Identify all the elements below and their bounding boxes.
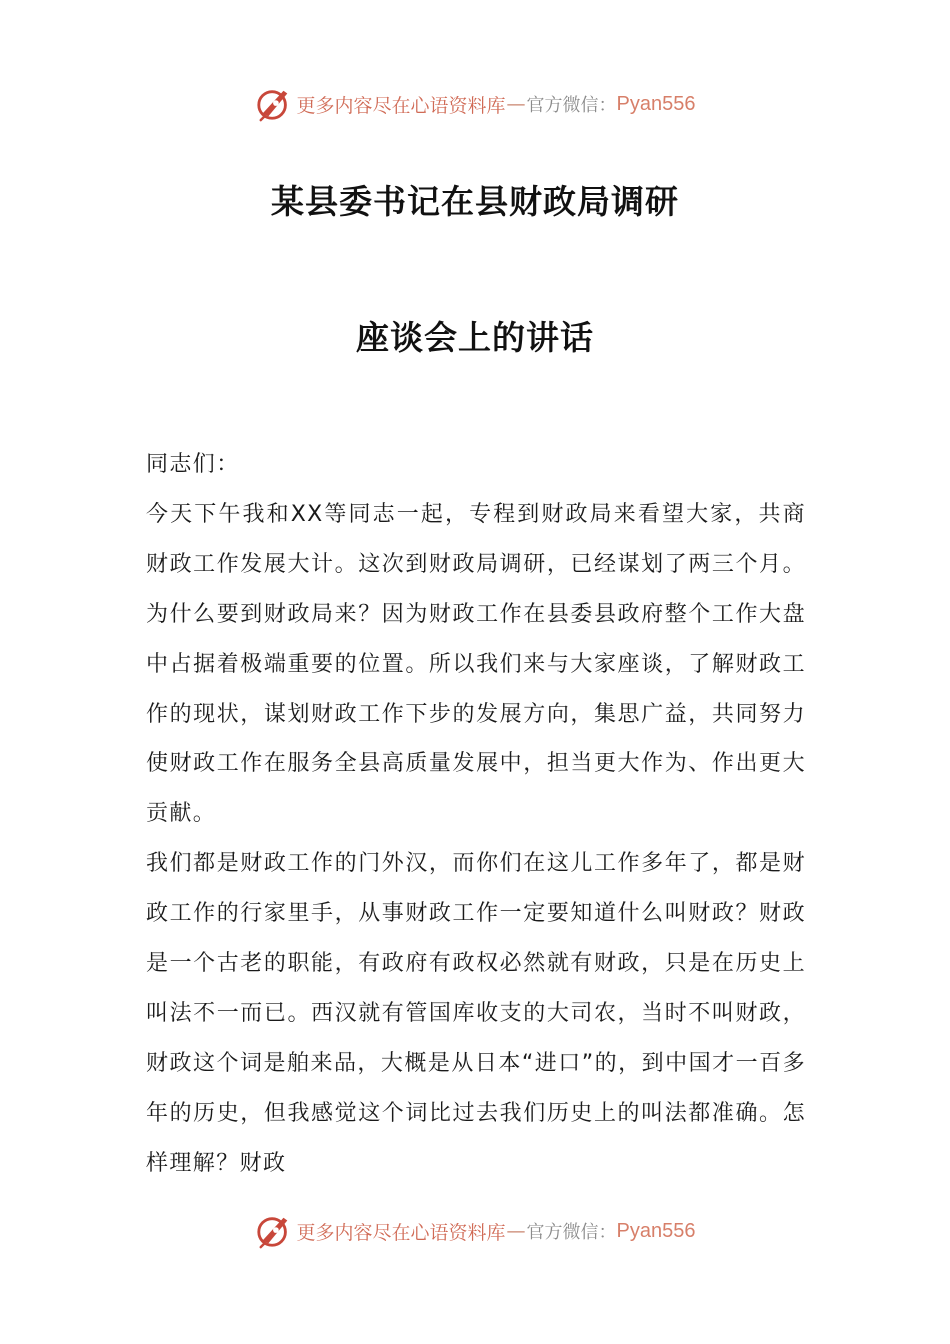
watermark-label: 官方微信：: [526, 1222, 617, 1243]
document-title-line2: 座谈会上的讲话: [356, 318, 594, 357]
salutation: 同志们：: [146, 452, 240, 477]
watermark-main-text: 更多内容尽在心语资料库: [296, 94, 506, 117]
header-watermark: [0, 82, 950, 126]
watermark-main-text: 更多内容尽在心语资料库: [296, 1221, 506, 1244]
paragraph-2: 我们都是财政工作的门外汉，而你们在这儿工作多年了，都是财政工作的行家里手，从事财政工作一定要知道什么叫财政？财政是一个古老的职能，有政府有政权必然就有财政，只是在历史上叫法不一而已。西汉就有管国库收支的大司农，当时不叫财政，财政这个词是舶来品，大概是从日本“进口”的，到中国才一百多年的历史，但我感觉这个词比过去我们历史上的叫法都准确。怎样理解？财政: [146, 851, 806, 1176]
watermark-label: 官方微信：: [526, 95, 617, 116]
watermark-dash: —: [506, 93, 526, 115]
footer-watermark: [0, 1209, 950, 1253]
watermark-wechat-id: Pyan556: [616, 92, 696, 115]
watermark-dash: —: [506, 1220, 526, 1242]
document-body: [146, 440, 806, 1189]
document-title-line1: 某县委书记在县财政局调研: [271, 182, 679, 221]
watermark-wechat-id: Pyan556: [616, 1219, 696, 1242]
paragraph-1: 今天下午我和XX等同志一起，专程到财政局来看望大家，共商财政工作发展大计。这次到财政局调研，已经谋划了两三个月。为什么要到财政局来？因为财政工作在县委县政府整个工作大盘中占据着极端重要的位置。所以我们来与大家座谈，了解财政工作的现状，谋划财政工作下步的发展方向，集思广益，共同努力使财政工作在服务全县高质量发展中，担当更大作为、作出更大贡献。: [146, 501, 806, 827]
quill-logo-icon: [255, 1212, 293, 1250]
quill-logo-icon: [255, 85, 293, 123]
